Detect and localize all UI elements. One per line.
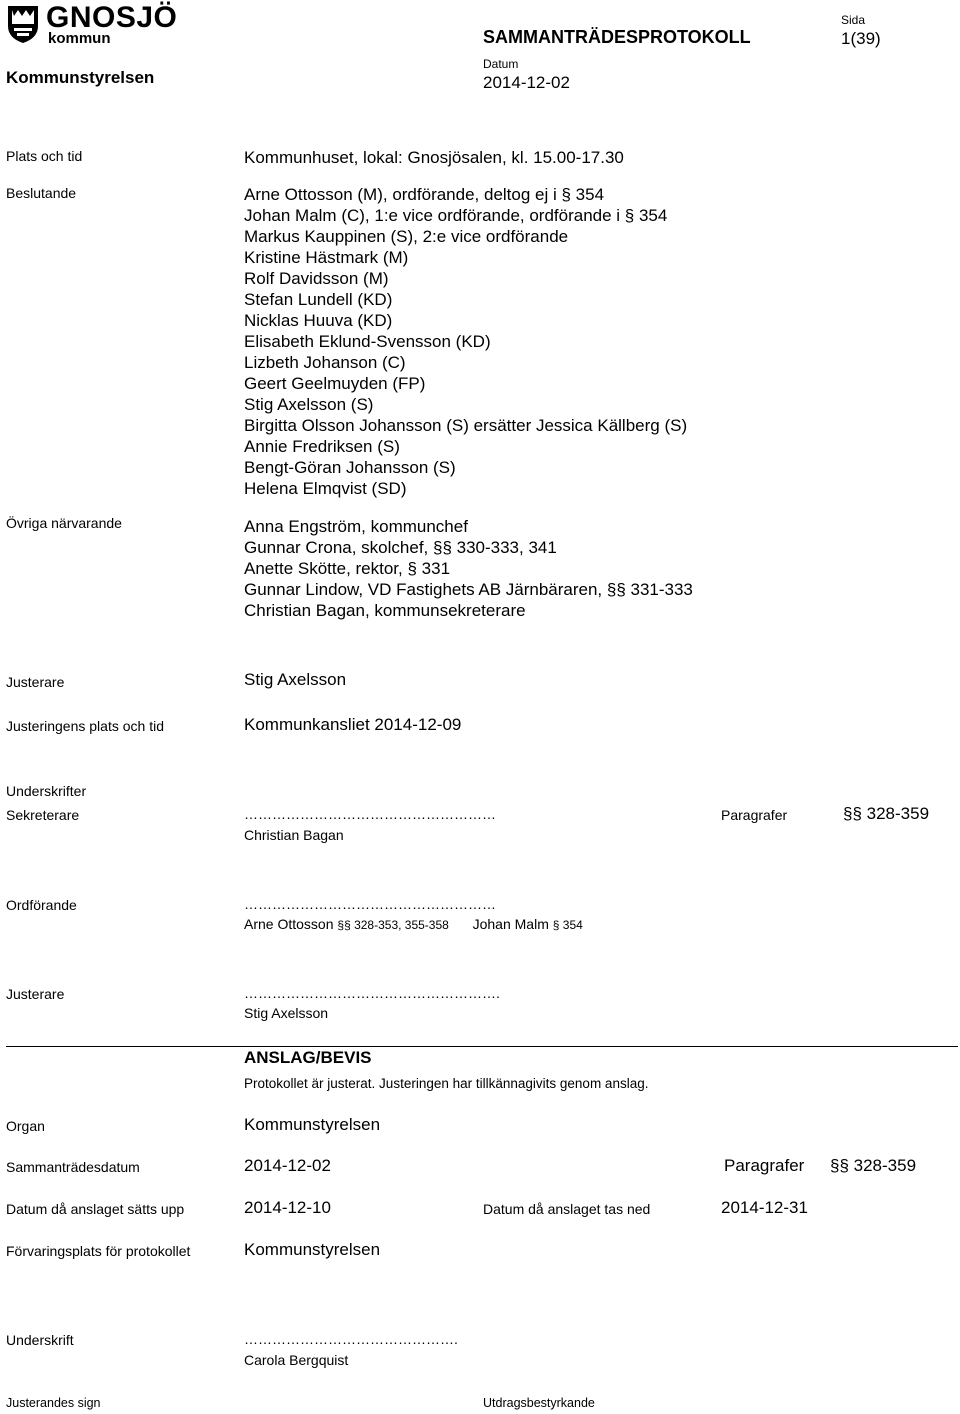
chair-paragraphs-1: §§ 328-353, 355-358 [337,918,449,932]
place-label: Plats och tid [6,148,83,164]
deciding-member: Stig Axelsson (S) [244,395,374,414]
storage-label: Förvaringsplats för protokollet [6,1243,191,1259]
removed-date-value: 2014-12-31 [721,1198,808,1217]
chair-name-2: Johan Malm [472,916,549,932]
municipality-logo [6,1,178,47]
deciding-member: Rolf Davidsson (M) [244,269,389,288]
place-value: Kommunhuset, lokal: Gnosjösalen, kl. 15.00-17.30 [244,148,624,167]
deciding-member: Elisabeth Eklund-Svensson (KD) [244,332,491,351]
deciding-list [244,184,687,499]
deciding-member: Geert Geelmuyden (FP) [244,374,426,393]
signature-label: Underskrift [6,1332,74,1348]
notice-paragraphs-label: Paragrafer [724,1156,805,1175]
page-label: Sida [841,13,866,27]
chair-paragraphs-2: § 354 [552,918,583,932]
other-attendee: Christian Bagan, kommunsekreterare [244,601,526,620]
organ-value: Kommunstyrelsen [244,1115,381,1134]
other-attendee: Anna Engström, kommunchef [244,517,468,536]
paragraphs-value: §§ 328-359 [843,804,930,823]
justerare-value: Stig Axelsson [244,670,347,689]
signature-name: Carola Bergquist [244,1352,349,1368]
signature-line: ………………………………………. [244,1331,458,1347]
logo-subtitle: kommun [48,30,111,47]
adjuster-sign-box-label: Justerandes sign [6,1396,101,1410]
deciding-member: Arne Ottosson (M), ordförande, deltog ej i § 354 [244,185,605,204]
chair-signature-line: ……………………………………………… [244,896,496,912]
adjuster-sign-label: Justerare [6,986,65,1002]
meeting-date-label: Sammanträdesdatum [6,1159,140,1175]
deciding-member: Birgitta Olsson Johansson (S) ersätter Jessica Källberg (S) [244,416,688,435]
document-title: SAMMANTRÄDESPROTOKOLL [483,27,751,47]
meeting-date-value: 2014-12-02 [244,1156,331,1175]
posted-date-label: Datum då anslaget sätts upp [6,1201,185,1217]
others-list [244,516,693,621]
deciding-member: Kristine Hästmark (M) [244,248,409,267]
other-attendee: Gunnar Lindow, VD Fastighets AB Järnbäraren, §§ 331-333 [244,580,693,599]
deciding-member: Helena Elmqvist (SD) [244,479,407,498]
other-attendee: Gunnar Crona, skolchef, §§ 330-333, 341 [244,538,557,557]
secretary-signature-line: ……………………………………………… [244,806,496,822]
adjustment-place-value: Kommunkansliet 2014-12-09 [244,715,462,734]
logo-wordmark: GNOSJÖ [46,1,178,34]
chair-name-1: Arne Ottosson [244,916,334,932]
deciding-label: Beslutande [6,185,77,201]
deciding-member: Nicklas Huuva (KD) [244,311,393,330]
deciding-member: Johan Malm (C), 1:e vice ordförande, ordförande i § 354 [244,206,668,225]
page-number: 1(39) [841,29,881,48]
secretary-label: Sekreterare [6,807,80,823]
deciding-member: Lizbeth Johanson (C) [244,353,406,372]
storage-value: Kommunstyrelsen [244,1240,381,1259]
organ-heading: Kommunstyrelsen [6,68,155,87]
section-divider [6,1046,958,1047]
notice-title: ANSLAG/BEVIS [244,1048,372,1067]
posted-date-value: 2014-12-10 [244,1198,331,1217]
adjuster-signature-line: ………………………………………………. [244,985,500,1001]
deciding-member: Markus Kauppinen (S), 2:e vice ordförande [244,227,569,246]
removed-date-label: Datum då anslaget tas ned [483,1201,651,1217]
crest-icon [6,4,40,44]
deciding-member: Bengt-Göran Johansson (S) [244,458,456,477]
notice-paragraphs-value: §§ 328-359 [830,1156,917,1175]
secretary-name: Christian Bagan [244,827,344,843]
paragraphs-label: Paragrafer [721,807,788,823]
deciding-member: Annie Fredriksen (S) [244,437,400,456]
other-attendee: Anette Skötte, rektor, § 331 [244,559,451,578]
extract-certification-label: Utdragsbestyrkande [483,1396,595,1410]
chair-names [244,916,583,932]
chair-label: Ordförande [6,897,77,913]
notice-statement: Protokollet är justerat. Justeringen har tillkännagivits genom anslag. [244,1076,649,1091]
adjustment-place-label: Justeringens plats och tid [6,718,164,734]
organ-label: Organ [6,1118,45,1134]
deciding-member: Stefan Lundell (KD) [244,290,393,309]
signatures-heading: Underskrifter [6,783,87,799]
adjuster-name: Stig Axelsson [244,1005,329,1021]
justerare-label: Justerare [6,674,65,690]
others-label: Övriga närvarande [6,515,122,531]
date-value: 2014-12-02 [483,73,570,92]
date-label: Datum [483,57,519,71]
